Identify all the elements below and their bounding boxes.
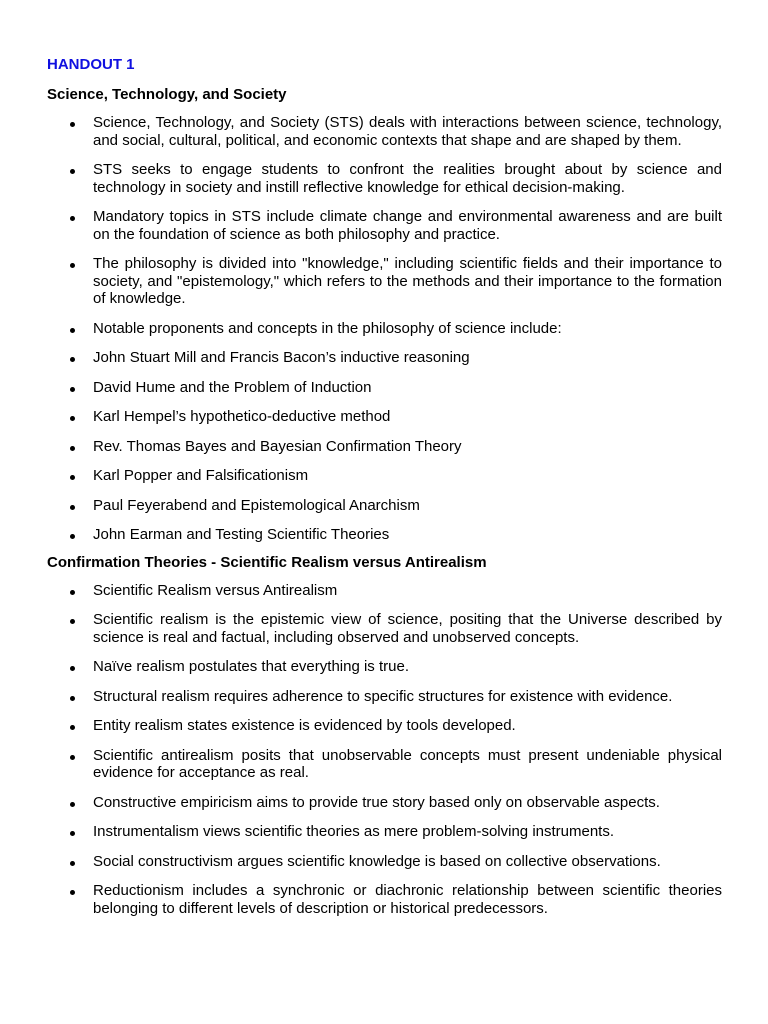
section-heading: Confirmation Theories - Scientific Realism versus Antirealism	[47, 553, 487, 571]
bullet-icon	[70, 263, 75, 268]
list-item	[47, 688, 722, 706]
list-item	[47, 717, 722, 735]
bullet-icon	[70, 696, 75, 701]
list-item	[47, 747, 722, 782]
list-item-text: Social constructivism argues scientific knowledge is based on collective observations.	[93, 852, 661, 870]
list-item	[47, 526, 722, 544]
bullet-icon	[70, 169, 75, 174]
list-item	[47, 379, 722, 397]
bullet-icon	[70, 328, 75, 333]
list-item	[47, 161, 722, 196]
list-item	[47, 497, 722, 515]
list-item	[47, 320, 722, 338]
list-item	[47, 114, 722, 149]
handout-title: HANDOUT 1	[47, 56, 135, 73]
list-item-text: Karl Popper and Falsificationism	[93, 467, 309, 484]
bullet-list	[47, 582, 722, 918]
document-page	[47, 56, 722, 929]
list-item	[47, 438, 722, 456]
bullet-icon	[70, 755, 75, 760]
bullet-icon	[70, 216, 75, 221]
list-item-text: Scientific Realism versus Antirealism	[93, 581, 338, 599]
bullet-icon	[70, 666, 75, 671]
bullet-icon	[70, 534, 75, 539]
bullet-icon	[70, 416, 75, 421]
bullet-icon	[70, 505, 75, 510]
bullet-icon	[70, 357, 75, 362]
bullet-icon	[70, 387, 75, 392]
list-item-text: STS seeks to engage students to confront the realities brought about by science and technology in society and instill reflective knowledge for ethical decision-making.	[93, 161, 722, 196]
list-item	[47, 611, 722, 646]
list-item-text: Karl Hempel’s hypothetico-deductive method	[93, 408, 391, 425]
section-sts	[47, 86, 722, 544]
bullet-icon	[70, 619, 75, 624]
list-item-text: Science, Technology, and Society (STS) deals with interactions between science, technology, and social, cultural, political, and economic contexts that shape and are shaped by them.	[93, 114, 722, 149]
list-item	[47, 582, 722, 600]
list-item	[47, 658, 722, 676]
list-item-text: Structural realism requires adherence to specific structures for existence with evidence.	[93, 687, 673, 705]
list-item-text: Reductionism includes a synchronic or diachronic relationship between scientific theories belonging to different levels of description or historical predecessors.	[93, 882, 722, 917]
bullet-icon	[70, 831, 75, 836]
list-item	[47, 882, 722, 917]
bullet-list	[47, 114, 722, 544]
list-item	[47, 408, 722, 426]
list-item-text: John Stuart Mill and Francis Bacon’s inductive reasoning	[93, 349, 470, 366]
list-item-text: Naïve realism postulates that everything is true.	[93, 658, 409, 675]
list-item	[47, 853, 722, 871]
bullet-icon	[70, 890, 75, 895]
list-item-text: Paul Feyerabend and Epistemological Anarchism	[93, 496, 420, 514]
list-item-text: Rev. Thomas Bayes and Bayesian Confirmation Theory	[93, 437, 462, 455]
list-item-text: David Hume and the Problem of Induction	[93, 378, 372, 396]
bullet-icon	[70, 590, 75, 595]
list-item-text: Scientific realism is the epistemic view of science, positing that the Universe described by science is real and factual, including observed and unobserved concepts.	[93, 611, 722, 646]
bullet-icon	[70, 446, 75, 451]
list-item	[47, 467, 722, 485]
list-item	[47, 349, 722, 367]
list-item-text: John Earman and Testing Scientific Theories	[93, 526, 390, 543]
bullet-icon	[70, 802, 75, 807]
list-item-text: Notable proponents and concepts in the philosophy of science include:	[93, 319, 562, 337]
list-item-text: Instrumentalism views scientific theories as mere problem-solving instruments.	[93, 823, 615, 840]
bullet-icon	[70, 861, 75, 866]
list-item	[47, 255, 722, 308]
list-item	[47, 823, 722, 841]
list-item-text: Scientific antirealism posits that unobservable concepts must present undeniable physical evidence for acceptance as real.	[93, 746, 722, 781]
list-item	[47, 794, 722, 812]
list-item-text: Mandatory topics in STS include climate change and environmental awareness and are built on the foundation of science as both philosophy and practice.	[93, 208, 722, 243]
list-item-text: The philosophy is divided into "knowledge," including scientific fields and their importance to society, and "epistemology," which refers to the methods and their importance to the formation of knowledge.	[93, 255, 722, 307]
bullet-icon	[70, 475, 75, 480]
list-item	[47, 208, 722, 243]
list-item-text: Constructive empiricism aims to provide true story based only on observable aspects.	[93, 793, 660, 811]
bullet-icon	[70, 122, 75, 127]
list-item-text: Entity realism states existence is evidenced by tools developed.	[93, 717, 516, 734]
section-heading: Science, Technology, and Society	[47, 86, 287, 103]
bullet-icon	[70, 725, 75, 730]
section-confirmation-theories	[47, 554, 722, 918]
